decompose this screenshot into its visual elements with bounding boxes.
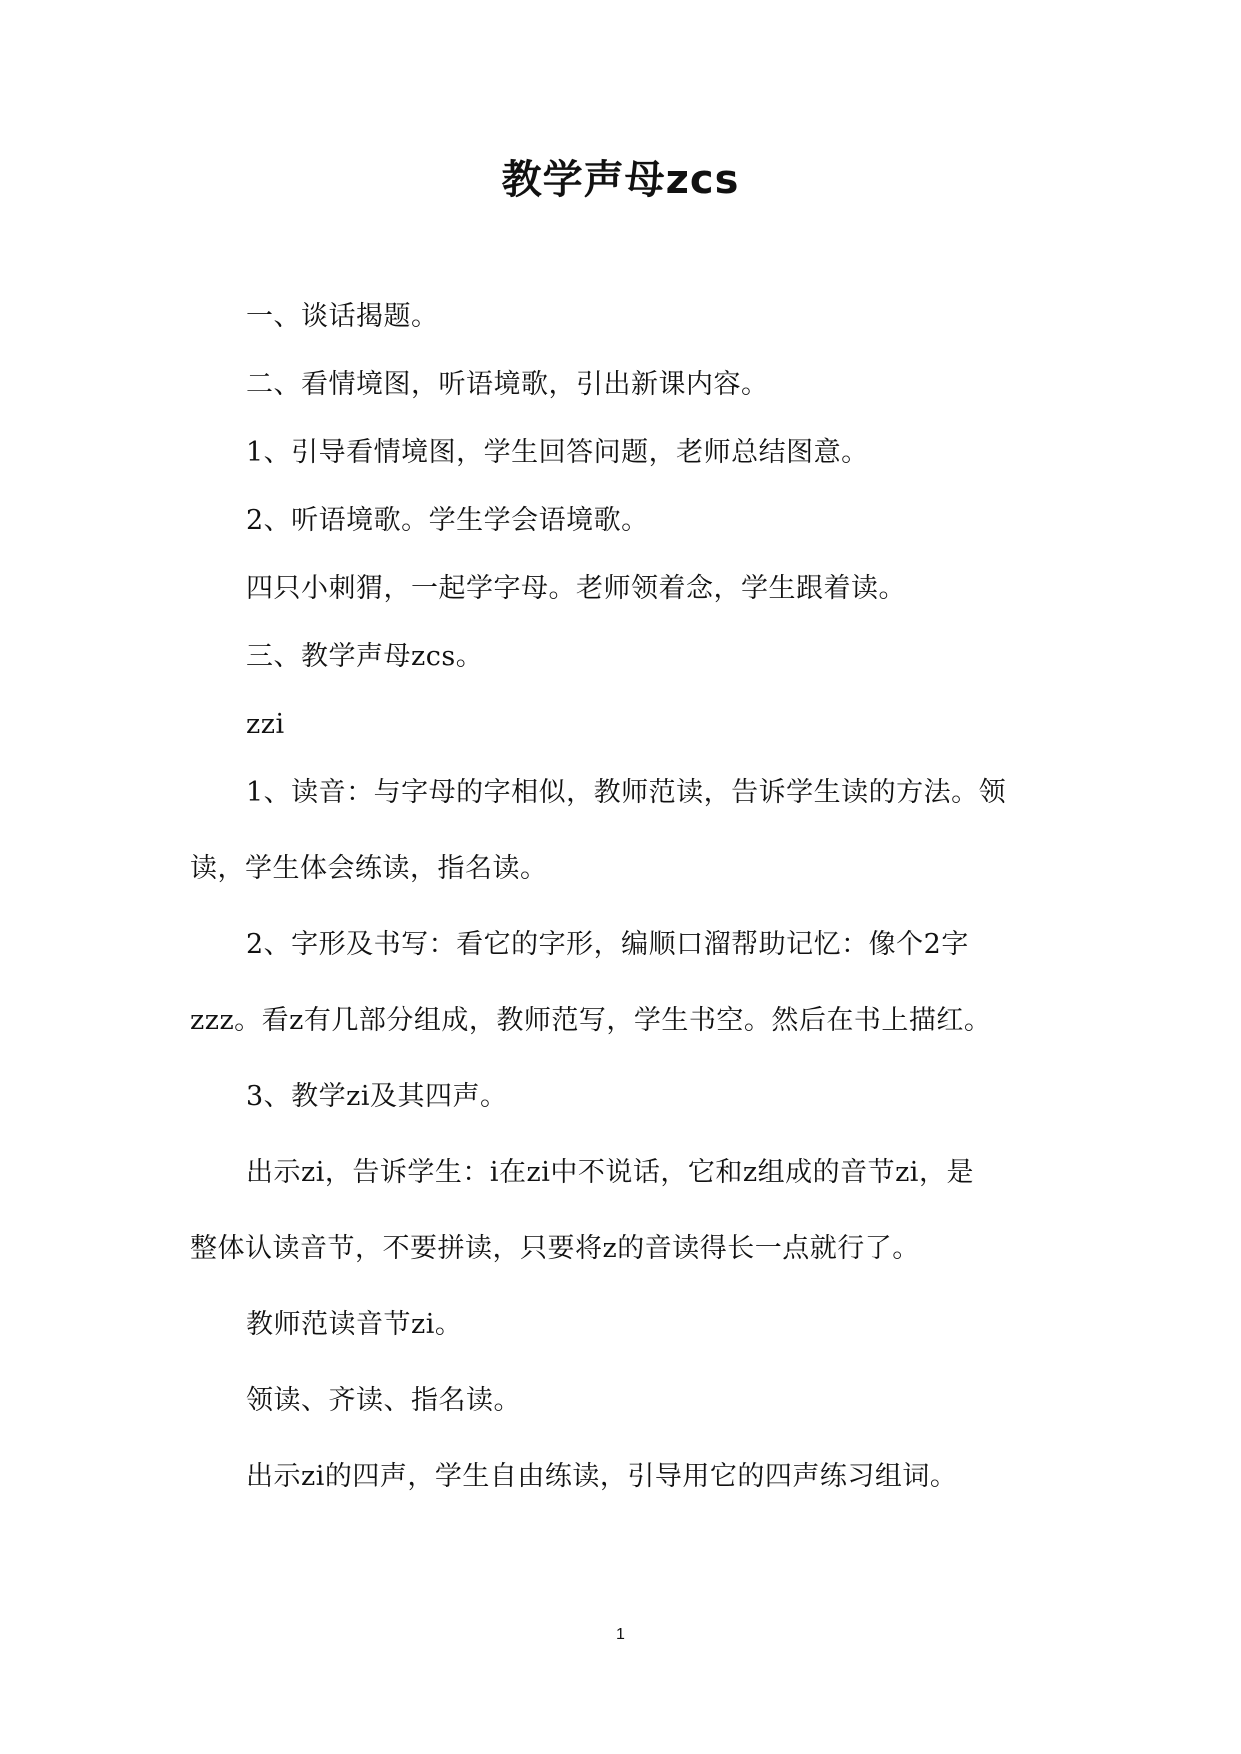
paragraph-line: 整体认读音节，不要拼读，只要将z的音读得长一点就行了。 (190, 1233, 920, 1264)
paragraph (190, 551, 1060, 627)
page-number: 1 (616, 1626, 625, 1643)
paragraph-line: 二、看情境图，听语境歌，引出新课内容。 (246, 369, 769, 400)
document-title: 教学声母zcs (501, 157, 740, 203)
paragraph (190, 1439, 1060, 1515)
paragraph (190, 755, 1060, 907)
paragraph (190, 279, 1060, 355)
paragraph (190, 1059, 1060, 1135)
paragraph-line: 2、听语境歌。学生学会语境歌。 (246, 505, 649, 536)
paragraph (190, 1287, 1060, 1363)
paragraph-line: 3、教学zi及其四声。 (246, 1081, 508, 1112)
paragraph-line: 教师范读音节zi。 (246, 1309, 463, 1340)
paragraph-line: 出示zi的四声，学生自由练读，引导用它的四声练习组词。 (246, 1461, 958, 1492)
paragraph-line: 一、谈话揭题。 (246, 301, 439, 332)
paragraph-line: 四只小刺猬，一起学字母。老师领着念，学生跟着读。 (246, 573, 906, 604)
paragraph-line: 领读、齐读、指名读。 (246, 1385, 521, 1416)
paragraph-line: zzz。看z有几部分组成，教师范写，学生书空。然后在书上描红。 (190, 1005, 992, 1036)
paragraph (190, 687, 1060, 763)
paragraph (190, 347, 1060, 423)
paragraph (190, 619, 1060, 695)
paragraph (190, 907, 1060, 1059)
paragraph (190, 415, 1060, 491)
paragraph (190, 1363, 1060, 1439)
paragraph-line: 2、字形及书写：看它的字形，编顺口溜帮助记忆：像个2字 (246, 929, 969, 960)
paragraph-line: zzi (246, 709, 285, 740)
paragraph-line: 读，学生体会练读，指名读。 (190, 853, 548, 884)
paragraph-line: 出示zi，告诉学生：i在zi中不说话，它和z组成的音节zi，是 (246, 1157, 974, 1188)
paragraph (190, 1135, 1060, 1287)
paragraph-line: 三、教学声母zcs。 (246, 641, 484, 672)
paragraph-line: 1、读音：与字母的字相似，教师范读，告诉学生读的方法。领 (246, 777, 1007, 808)
paragraph-line: 1、引导看情境图，学生回答问题，老师总结图意。 (246, 437, 869, 468)
paragraph (190, 483, 1060, 559)
